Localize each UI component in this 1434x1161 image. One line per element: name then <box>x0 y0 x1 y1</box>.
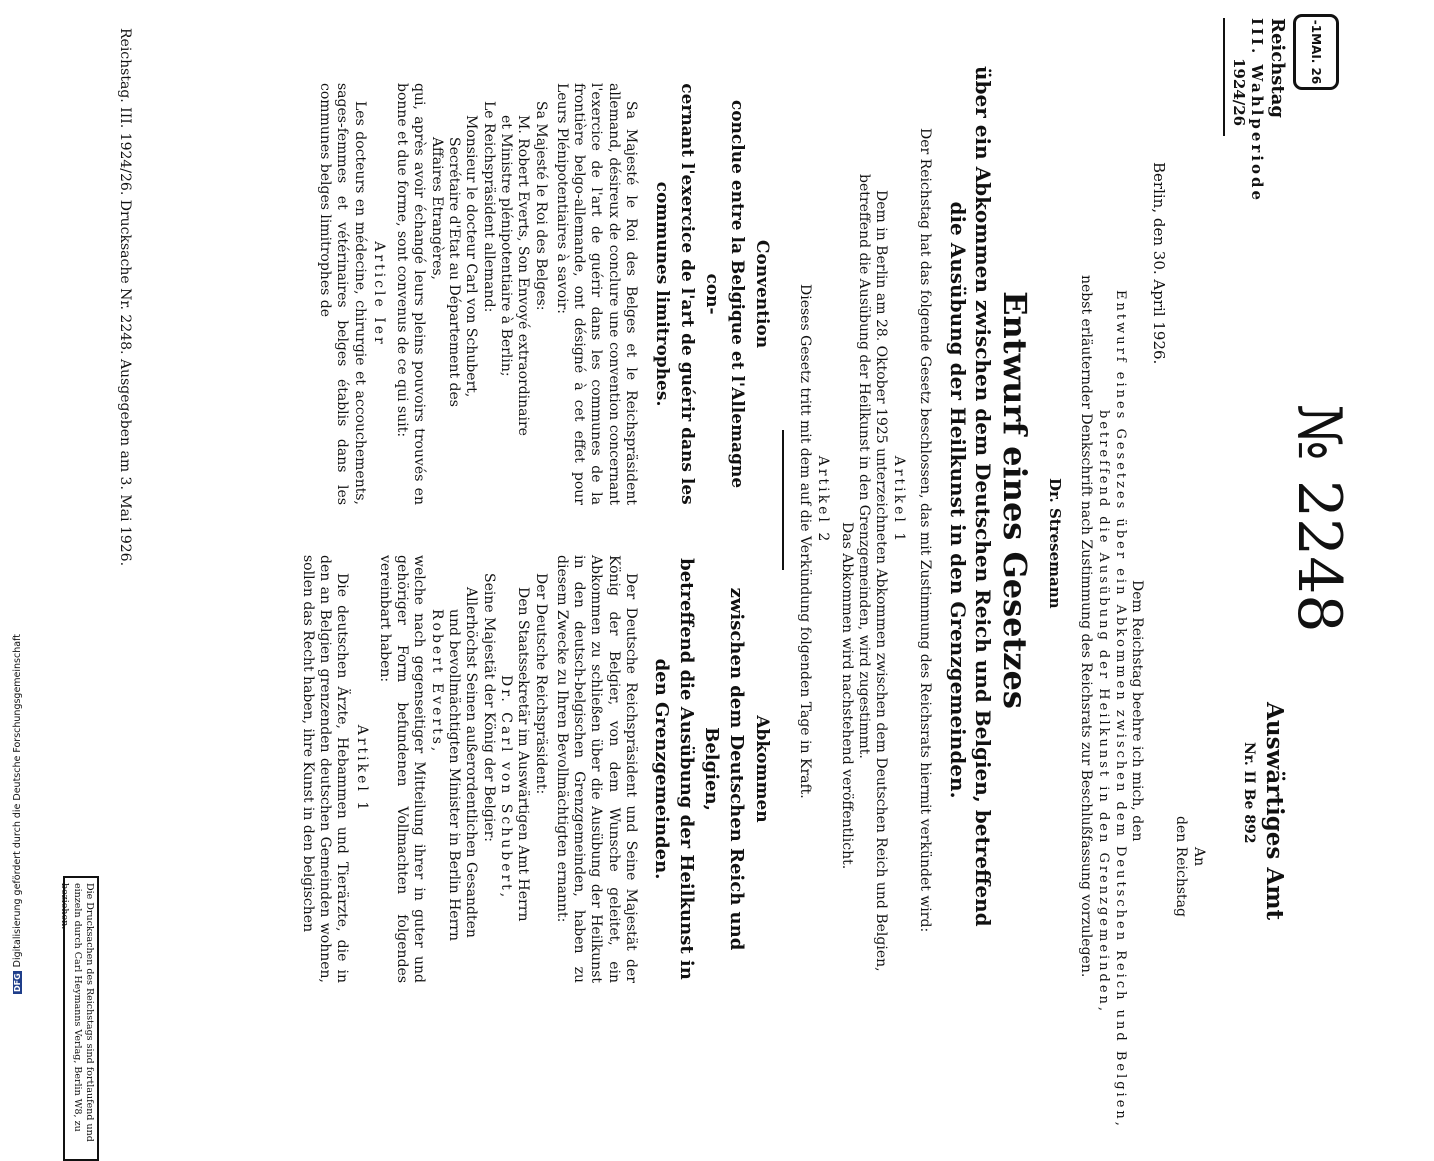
law-title: Entwurf eines Gesetzes <box>996 291 1034 709</box>
salutation-an: An <box>1191 847 1207 867</box>
french-heading-line-3: cernant l'exercice de l'art de guérir dans les <box>677 83 697 505</box>
place-date: Berlin, den 30. April 1926. <box>1150 162 1168 365</box>
reference-number: Nr. II Be 892 <box>1241 742 1257 844</box>
reichstag-label: Reichstag <box>1267 18 1288 118</box>
section-divider <box>782 430 784 570</box>
wahlperiode-label: III. Wahlperiode <box>1248 18 1266 204</box>
document-number: № 2248 <box>1284 404 1354 633</box>
signature: Dr. Stresemann <box>1046 478 1064 609</box>
notice-box: Die Drucksachen des Reichstags sind fortlaufend und einzeln durch Carl Heymanns Verlag, Berlin W8, zu beziehen. <box>63 876 99 1161</box>
french-p3-line-2: Monsieur le docteur Carl von Schubert, <box>463 115 480 398</box>
german-p3-line-4: Robert Everts, <box>428 609 445 755</box>
german-p2-line-2: Den Staatssekretär im Auswärtigen Amt Herrn <box>515 587 532 922</box>
french-heading-line-2: conclue entre la Belgique et l'Allemagne con- <box>702 99 747 489</box>
digitization-credit-text: Digitalisierung gefördert durch die Deutsche Forschungsgemeinschaft <box>12 634 23 968</box>
letter-line-1: Dem Reichstag beehre ich mich, den <box>1129 580 1145 842</box>
german-heading-line-2: zwischen dem Deutschen Reich und Belgien, <box>701 587 747 951</box>
french-p3-line-1: Le Reichspräsident allemand: <box>480 101 497 313</box>
german-p3-line-3: und bevollmächtigten Minister in Berlin Herrn <box>446 609 463 941</box>
german-column <box>298 555 774 983</box>
header-rule <box>1223 18 1225 136</box>
law-article-1-line-2: betreffend die Ausübung der Heilkunst in den Grenzgemeinden, wird zugestimmt. <box>856 174 872 759</box>
french-article-text: Les docteurs en médecine, chirurgie et accouchements, sages-femmes et vétérinaires belges établis dans les communes belges limitrophes de <box>316 83 368 505</box>
german-heading-abkommen: Abkommen <box>752 715 772 823</box>
german-preamble: Der Deutsche Reichspräsident und Seine Majestät der König der Belgier, von dem Wunsche geleitet, ein Abkommen zu schließen über die Ausübung der Heilkunst in den deutsch-belgischen Grenzgemeinden, haben zu diesem Zwecke zu Ihren Bevollmächtigten ernannt: <box>553 555 639 983</box>
salutation-reichstag: den Reichstag <box>1173 816 1189 917</box>
law-intro: Der Reichstag hat das folgende Gesetz beschlossen, das mit Zustimmung des Reichsrats hiermit verkündet wird: <box>917 128 933 933</box>
years-label: 1924/26 <box>1230 58 1248 127</box>
law-subtitle-2: die Ausübung der Heilkunst in den Grenzgemeinden. <box>946 201 970 799</box>
german-p3-line-1: Seine Majestät der König der Belgier: <box>480 573 497 843</box>
law-article-2-text: Dieses Gesetz tritt mit dem auf die Verkündung folgenden Tage in Kraft. <box>797 284 813 799</box>
german-p2-line-1: Der Deutsche Reichspräsident: <box>532 573 549 795</box>
letter-line-4: nebst erläuternder Denkschrift nach Zustimmung des Reichsrats zur Beschlußfassung vorzulegen. <box>1078 275 1094 978</box>
french-p3-line-4: Affaires Etrangères, <box>428 137 445 281</box>
french-heading-line-4: communes limitrophes. <box>652 181 672 407</box>
law-article-1-line-1: Dem in Berlin am 28. Oktober 1925 unterzeichneten Abkommen zwischen dem Deutschen Reich und Belgien, <box>873 190 889 972</box>
french-p2-line-3: et Ministre plénipotentiaire à Berlin; <box>497 115 514 377</box>
law-article-1-heading: Artikel 1 <box>891 455 907 545</box>
french-p3-line-3: Secrétaire d'Etat au Département des <box>446 137 463 407</box>
german-article-text: Die deutschen Ärzte, Hebammen und Tierärzte, die in den an Belgien grenzenden deutschen Gemeinden wohnen, sollen das Recht haben, ihre Kunst in den belgischen <box>299 555 351 983</box>
law-article-2-heading: Artikel 2 <box>815 455 831 545</box>
letter-line-3: betreffend die Ausübung der Heilkunst in den Grenzgemeinden, <box>1096 410 1111 1015</box>
german-heading-line-3: betreffend die Ausübung der Heilkunst in <box>676 558 697 980</box>
german-heading-line-4: den Grenzgemeinden. <box>651 658 672 880</box>
french-column <box>316 83 774 505</box>
footer-line: Reichstag. III. 1924/26. Drucksache Nr. 2248. Ausgegeben am 3. Mai 1926. <box>117 28 133 567</box>
law-article-1-line-3: Das Abkommen wird nachstehend veröffentlicht. <box>839 522 855 870</box>
letter-line-2: Entwurf eines Gesetzes über ein Abkommen zwischen dem Deutschen Reich und Belgien, <box>1113 290 1128 1129</box>
auswaertiges-amt-heading: Auswärtiges Amt <box>1261 702 1288 921</box>
dfg-logo: DFG <box>13 973 22 992</box>
german-article-heading: Artikel 1 <box>353 724 370 814</box>
french-article-heading: Article Ier <box>370 241 387 347</box>
french-p2-line-1: Sa Majesté le Roi des Belges: <box>532 101 549 311</box>
german-p4: welche nach gegenseitiger Mitteilung ihrer in guter und gehöriger Form befundenen Vollmachten folgendes vereinbart haben: <box>376 555 428 983</box>
french-heading-convention: Convention <box>752 239 772 349</box>
french-p2-line-2: M. Robert Everts, Son Envoyé extraordinaire <box>515 115 532 436</box>
german-p3-line-2: Allerhöchst Seinen außerordentlichen Gesandten <box>463 587 480 938</box>
law-subtitle-1: über ein Abkommen zwischen dem Deutschen Reich und Belgien, betreffend <box>971 66 995 927</box>
german-p2-line-3: Dr. Carl von Schubert, <box>497 675 514 901</box>
french-preamble: Sa Majesté le Roi des Belges et le Reichspräsident allemand, désireux de conclure une convention concernant l'exercice de l'art de guérir dans les communes de la frontière belgo-allemande, ont désigné à cet effet pour Leurs Plénipotentiaires à savoir: <box>553 83 639 505</box>
digitization-credit <box>12 634 23 994</box>
french-p4: qui, après avoir échangé leurs pleins pouvoirs trouvés en bonne et due forme, sont convenus de ce qui suit: <box>394 83 428 505</box>
received-stamp: -1MAI. 26 <box>1293 14 1339 90</box>
